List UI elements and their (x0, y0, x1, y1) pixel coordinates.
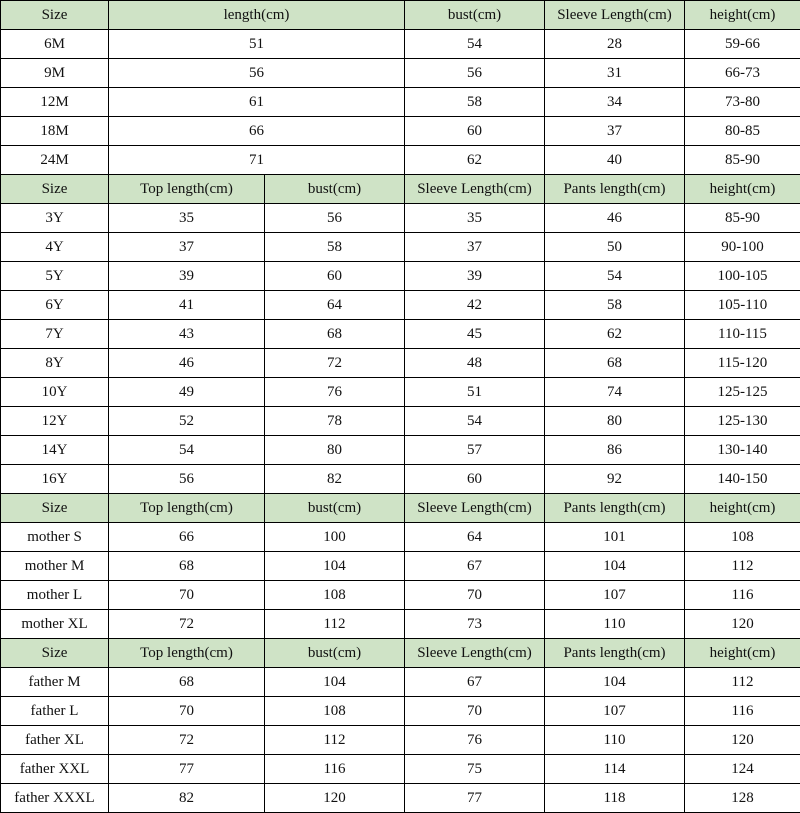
measurement-cell: 35 (109, 204, 265, 233)
measurement-cell: 73-80 (685, 88, 800, 117)
measurement-cell: 116 (685, 581, 800, 610)
size-label-cell: father M (1, 668, 109, 697)
measurement-cell: 58 (265, 233, 405, 262)
table-row (1, 581, 800, 610)
size-label-cell: 6M (1, 30, 109, 59)
measurement-cell: 66 (109, 117, 405, 146)
measurement-cell: 40 (545, 146, 685, 175)
measurement-cell: 101 (545, 523, 685, 552)
measurement-cell: 72 (265, 349, 405, 378)
table-row (1, 407, 800, 436)
measurement-cell: 100 (265, 523, 405, 552)
measurement-cell: 45 (405, 320, 545, 349)
column-header: Size (1, 1, 109, 30)
measurement-cell: 85-90 (685, 204, 800, 233)
measurement-cell: 68 (265, 320, 405, 349)
column-header: Sleeve Length(cm) (405, 639, 545, 668)
measurement-cell: 56 (265, 204, 405, 233)
measurement-cell: 39 (405, 262, 545, 291)
table-row (1, 291, 800, 320)
measurement-cell: 82 (109, 784, 265, 813)
table-header-row (1, 1, 800, 30)
measurement-cell: 48 (405, 349, 545, 378)
column-header: Size (1, 175, 109, 204)
measurement-cell: 43 (109, 320, 265, 349)
size-label-cell: mother S (1, 523, 109, 552)
measurement-cell: 62 (545, 320, 685, 349)
column-header: Sleeve Length(cm) (545, 1, 685, 30)
column-header: bust(cm) (405, 1, 545, 30)
table-row (1, 59, 800, 88)
column-header: height(cm) (685, 175, 800, 204)
measurement-cell: 120 (685, 726, 800, 755)
measurement-cell: 115-120 (685, 349, 800, 378)
measurement-cell: 82 (265, 465, 405, 494)
size-label-cell: mother XL (1, 610, 109, 639)
measurement-cell: 64 (265, 291, 405, 320)
measurement-cell: 80-85 (685, 117, 800, 146)
measurement-cell: 56 (109, 465, 265, 494)
measurement-cell: 37 (405, 233, 545, 262)
size-chart-body (1, 1, 800, 813)
measurement-cell: 128 (685, 784, 800, 813)
size-label-cell: 6Y (1, 291, 109, 320)
column-header: Size (1, 494, 109, 523)
measurement-cell: 67 (405, 552, 545, 581)
table-row (1, 726, 800, 755)
table-row (1, 668, 800, 697)
size-label-cell: mother L (1, 581, 109, 610)
measurement-cell: 80 (545, 407, 685, 436)
measurement-cell: 125-130 (685, 407, 800, 436)
column-header: height(cm) (685, 639, 800, 668)
measurement-cell: 37 (545, 117, 685, 146)
size-label-cell: 18M (1, 117, 109, 146)
size-label-cell: father L (1, 697, 109, 726)
column-header: Sleeve Length(cm) (405, 494, 545, 523)
measurement-cell: 112 (265, 610, 405, 639)
measurement-cell: 50 (545, 233, 685, 262)
column-header: Sleeve Length(cm) (405, 175, 545, 204)
table-row (1, 30, 800, 59)
measurement-cell: 49 (109, 378, 265, 407)
measurement-cell: 78 (265, 407, 405, 436)
measurement-cell: 39 (109, 262, 265, 291)
measurement-cell: 116 (685, 697, 800, 726)
measurement-cell: 72 (109, 610, 265, 639)
measurement-cell: 58 (545, 291, 685, 320)
measurement-cell: 130-140 (685, 436, 800, 465)
measurement-cell: 41 (109, 291, 265, 320)
measurement-cell: 51 (109, 30, 405, 59)
measurement-cell: 56 (109, 59, 405, 88)
measurement-cell: 104 (545, 552, 685, 581)
measurement-cell: 77 (109, 755, 265, 784)
measurement-cell: 66 (109, 523, 265, 552)
measurement-cell: 70 (109, 697, 265, 726)
size-label-cell: 12Y (1, 407, 109, 436)
measurement-cell: 125-125 (685, 378, 800, 407)
column-header: bust(cm) (265, 175, 405, 204)
measurement-cell: 54 (405, 407, 545, 436)
measurement-cell: 57 (405, 436, 545, 465)
measurement-cell: 108 (265, 581, 405, 610)
table-row (1, 784, 800, 813)
measurement-cell: 68 (109, 668, 265, 697)
measurement-cell: 74 (545, 378, 685, 407)
column-header: Top length(cm) (109, 494, 265, 523)
measurement-cell: 73 (405, 610, 545, 639)
measurement-cell: 37 (109, 233, 265, 262)
measurement-cell: 46 (545, 204, 685, 233)
measurement-cell: 35 (405, 204, 545, 233)
size-label-cell: 12M (1, 88, 109, 117)
size-label-cell: 3Y (1, 204, 109, 233)
measurement-cell: 60 (405, 465, 545, 494)
size-label-cell: father XL (1, 726, 109, 755)
table-row (1, 349, 800, 378)
measurement-cell: 70 (405, 697, 545, 726)
size-label-cell: 5Y (1, 262, 109, 291)
table-header-row (1, 175, 800, 204)
column-header: length(cm) (109, 1, 405, 30)
measurement-cell: 54 (109, 436, 265, 465)
measurement-cell: 77 (405, 784, 545, 813)
measurement-cell: 54 (545, 262, 685, 291)
table-row (1, 523, 800, 552)
size-label-cell: 14Y (1, 436, 109, 465)
measurement-cell: 67 (405, 668, 545, 697)
measurement-cell: 100-105 (685, 262, 800, 291)
measurement-cell: 70 (405, 581, 545, 610)
measurement-cell: 107 (545, 581, 685, 610)
column-header: height(cm) (685, 1, 800, 30)
size-label-cell: 7Y (1, 320, 109, 349)
column-header: bust(cm) (265, 494, 405, 523)
size-label-cell: father XXXL (1, 784, 109, 813)
table-header-row (1, 494, 800, 523)
measurement-cell: 110 (545, 726, 685, 755)
table-row (1, 117, 800, 146)
size-label-cell: father XXL (1, 755, 109, 784)
measurement-cell: 70 (109, 581, 265, 610)
table-row (1, 436, 800, 465)
measurement-cell: 108 (685, 523, 800, 552)
measurement-cell: 66-73 (685, 59, 800, 88)
measurement-cell: 104 (265, 552, 405, 581)
measurement-cell: 105-110 (685, 291, 800, 320)
table-row (1, 552, 800, 581)
measurement-cell: 76 (265, 378, 405, 407)
measurement-cell: 118 (545, 784, 685, 813)
measurement-cell: 61 (109, 88, 405, 117)
measurement-cell: 60 (265, 262, 405, 291)
measurement-cell: 56 (405, 59, 545, 88)
measurement-cell: 110 (545, 610, 685, 639)
measurement-cell: 46 (109, 349, 265, 378)
measurement-cell: 60 (405, 117, 545, 146)
measurement-cell: 64 (405, 523, 545, 552)
measurement-cell: 68 (545, 349, 685, 378)
measurement-cell: 140-150 (685, 465, 800, 494)
measurement-cell: 85-90 (685, 146, 800, 175)
measurement-cell: 124 (685, 755, 800, 784)
table-row (1, 262, 800, 291)
column-header: Pants length(cm) (545, 175, 685, 204)
measurement-cell: 62 (405, 146, 545, 175)
measurement-cell: 80 (265, 436, 405, 465)
measurement-cell: 28 (545, 30, 685, 59)
measurement-cell: 59-66 (685, 30, 800, 59)
measurement-cell: 104 (265, 668, 405, 697)
measurement-cell: 120 (685, 610, 800, 639)
measurement-cell: 120 (265, 784, 405, 813)
table-header-row (1, 639, 800, 668)
column-header: Pants length(cm) (545, 494, 685, 523)
measurement-cell: 90-100 (685, 233, 800, 262)
measurement-cell: 114 (545, 755, 685, 784)
measurement-cell: 42 (405, 291, 545, 320)
table-row (1, 610, 800, 639)
measurement-cell: 112 (265, 726, 405, 755)
measurement-cell: 51 (405, 378, 545, 407)
column-header: Top length(cm) (109, 175, 265, 204)
table-row (1, 697, 800, 726)
table-row (1, 378, 800, 407)
column-header: Top length(cm) (109, 639, 265, 668)
measurement-cell: 34 (545, 88, 685, 117)
measurement-cell: 107 (545, 697, 685, 726)
measurement-cell: 76 (405, 726, 545, 755)
measurement-cell: 92 (545, 465, 685, 494)
size-label-cell: 9M (1, 59, 109, 88)
size-label-cell: 4Y (1, 233, 109, 262)
measurement-cell: 108 (265, 697, 405, 726)
size-label-cell: mother M (1, 552, 109, 581)
measurement-cell: 75 (405, 755, 545, 784)
size-label-cell: 8Y (1, 349, 109, 378)
column-header: bust(cm) (265, 639, 405, 668)
measurement-cell: 112 (685, 668, 800, 697)
measurement-cell: 72 (109, 726, 265, 755)
table-row (1, 755, 800, 784)
measurement-cell: 58 (405, 88, 545, 117)
measurement-cell: 104 (545, 668, 685, 697)
measurement-cell: 68 (109, 552, 265, 581)
size-label-cell: 10Y (1, 378, 109, 407)
table-row (1, 88, 800, 117)
measurement-cell: 86 (545, 436, 685, 465)
measurement-cell: 116 (265, 755, 405, 784)
measurement-cell: 112 (685, 552, 800, 581)
measurement-cell: 110-115 (685, 320, 800, 349)
measurement-cell: 54 (405, 30, 545, 59)
measurement-cell: 31 (545, 59, 685, 88)
column-header: Size (1, 639, 109, 668)
table-row (1, 146, 800, 175)
size-label-cell: 24M (1, 146, 109, 175)
size-label-cell: 16Y (1, 465, 109, 494)
measurement-cell: 52 (109, 407, 265, 436)
table-row (1, 204, 800, 233)
table-row (1, 233, 800, 262)
measurement-cell: 71 (109, 146, 405, 175)
column-header: Pants length(cm) (545, 639, 685, 668)
table-row (1, 465, 800, 494)
table-row (1, 320, 800, 349)
column-header: height(cm) (685, 494, 800, 523)
